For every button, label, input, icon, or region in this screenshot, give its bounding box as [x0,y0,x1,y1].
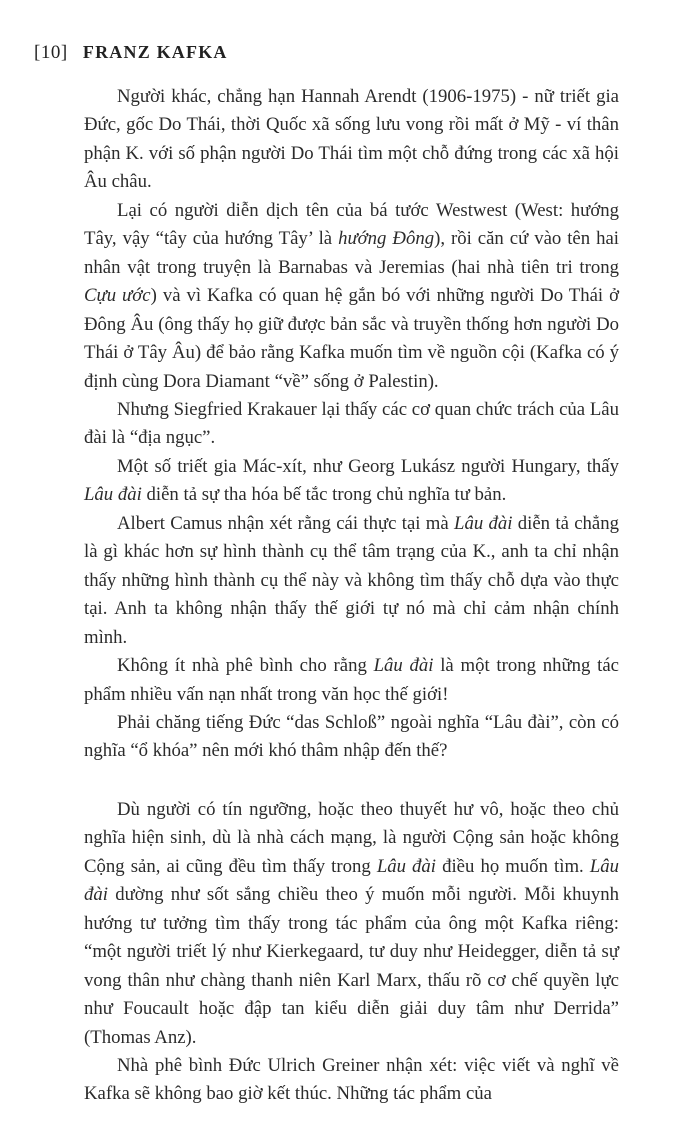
paragraph [84,796,619,1052]
text-run: Phải chăng tiếng Đức “das Schloß” ngoài nghĩa “Lâu đài”, còn có nghĩa “ổ khóa” nên mới khó thâm nhập đến thế? [84,711,619,762]
paragraph [84,396,619,453]
page-number: [10] [34,42,68,63]
text-run: ), rồi căn cứ vào tên hai nhân vật trong truyện là Barnabas và Jeremias (hai nhà tiên tri trong [84,228,619,278]
running-title: FRANZ KAFKA [82,42,228,62]
text-run: Albert Camus nhận xét rằng cái thực tại mà [117,512,455,534]
italic-run: Lâu đài [84,484,142,506]
text-run: Không ít nhà phê bình cho rằng [117,655,374,677]
text-run: Lại có người diễn dịch tên của bá tước Westwest (West: hướng Tây, vậy “tây của hướng Tây’ là [84,199,619,250]
paragraph [84,709,619,766]
italic-run: hướng Đông [338,228,435,250]
page-header [34,42,228,64]
body-text [84,83,619,1109]
paragraph [84,510,619,652]
paragraph [84,453,619,510]
text-run: diễn tả sự tha hóa bế tắc trong chủ nghĩa tư bản. [141,484,507,506]
italic-run: Lâu đài [454,512,513,534]
italic-run: Lâu đài [84,855,620,906]
paragraph [84,197,619,396]
paragraph [84,83,619,197]
text-run: ) và vì Kafka có quan hệ gắn bó với những người Do Thái ở Đông Âu (ông thấy họ giữ được bản sắc và truyền thống hơn người Do Thái ở Tây Âu) để bảo rằng Kafka muốn tìm về nguồn cội (Kafka có ý định cùng Dora Diamant “về” sống ở Palestin). [84,285,619,392]
text-run: diễn tả chẳng là gì khác hơn sự hình thành cụ thể tâm trạng của K., anh ta chỉ nhận thấy những hình thành cụ thể này và không tìm thấy chỗ dựa vào thực tại. Anh ta không nhận thấy thế giới tự nó mà chỉ cảm nhận chính mình. [84,512,619,648]
text-run: Một số triết gia Mác-xít, như Georg Lukász người Hungary, thấy [117,455,619,477]
italic-run: Cựu ước [84,285,151,307]
text-run: điều họ muốn tìm. [436,855,590,877]
text-run: là một trong những tác phẩm nhiều vấn nạn nhất trong văn học thế giới! [84,655,620,705]
text-run: Người khác, chẳng hạn Hannah Arendt (1906-1975) - nữ triết gia Đức, gốc Do Thái, thời Quốc xã sống lưu vong rồi mất ở Mỹ - ví thân phận K. với số phận người Do Thái tìm một chỗ đứng trong các xã hội Âu châu. [84,86,619,193]
paragraph [84,1052,619,1109]
text-run: Nhưng Siegfried Krakauer lại thấy các cơ quan chức trách của Lâu đài là “địa ngục”. [84,398,619,449]
text-run: Nhà phê bình Đức Ulrich Greiner nhận xét: việc viết và nghĩ về Kafka sẽ không bao giờ kết thúc. Những tác phẩm của [84,1054,619,1105]
paragraph [84,652,619,709]
text-run: Dù người có tín ngưỡng, hoặc theo thuyết hư vô, hoặc theo chủ nghĩa hiện sinh, dù là nhà cách mạng, là người Cộng sản hoặc không Cộng sản, ai cũng đều tìm thấy trong [84,798,619,877]
italic-run: Lâu đài [373,655,434,677]
text-run: dường như sốt sắng chiều theo ý muốn mỗi người. Mỗi khuynh hướng tư tưởng tìm thấy trong tác phẩm của ông một Kafka riêng: “một người triết lý như Kierkegaard, tư duy như Heidegger, diễn tả sự vong thân như chàng thanh niên Karl Marx, thấu rõ cơ chế quyền lực như Foucault hoặc đập tan kiểu diễn giải duy tâm như Derrida” (Thomas Anz). [84,884,619,1048]
italic-run: Lâu đài [376,855,437,877]
